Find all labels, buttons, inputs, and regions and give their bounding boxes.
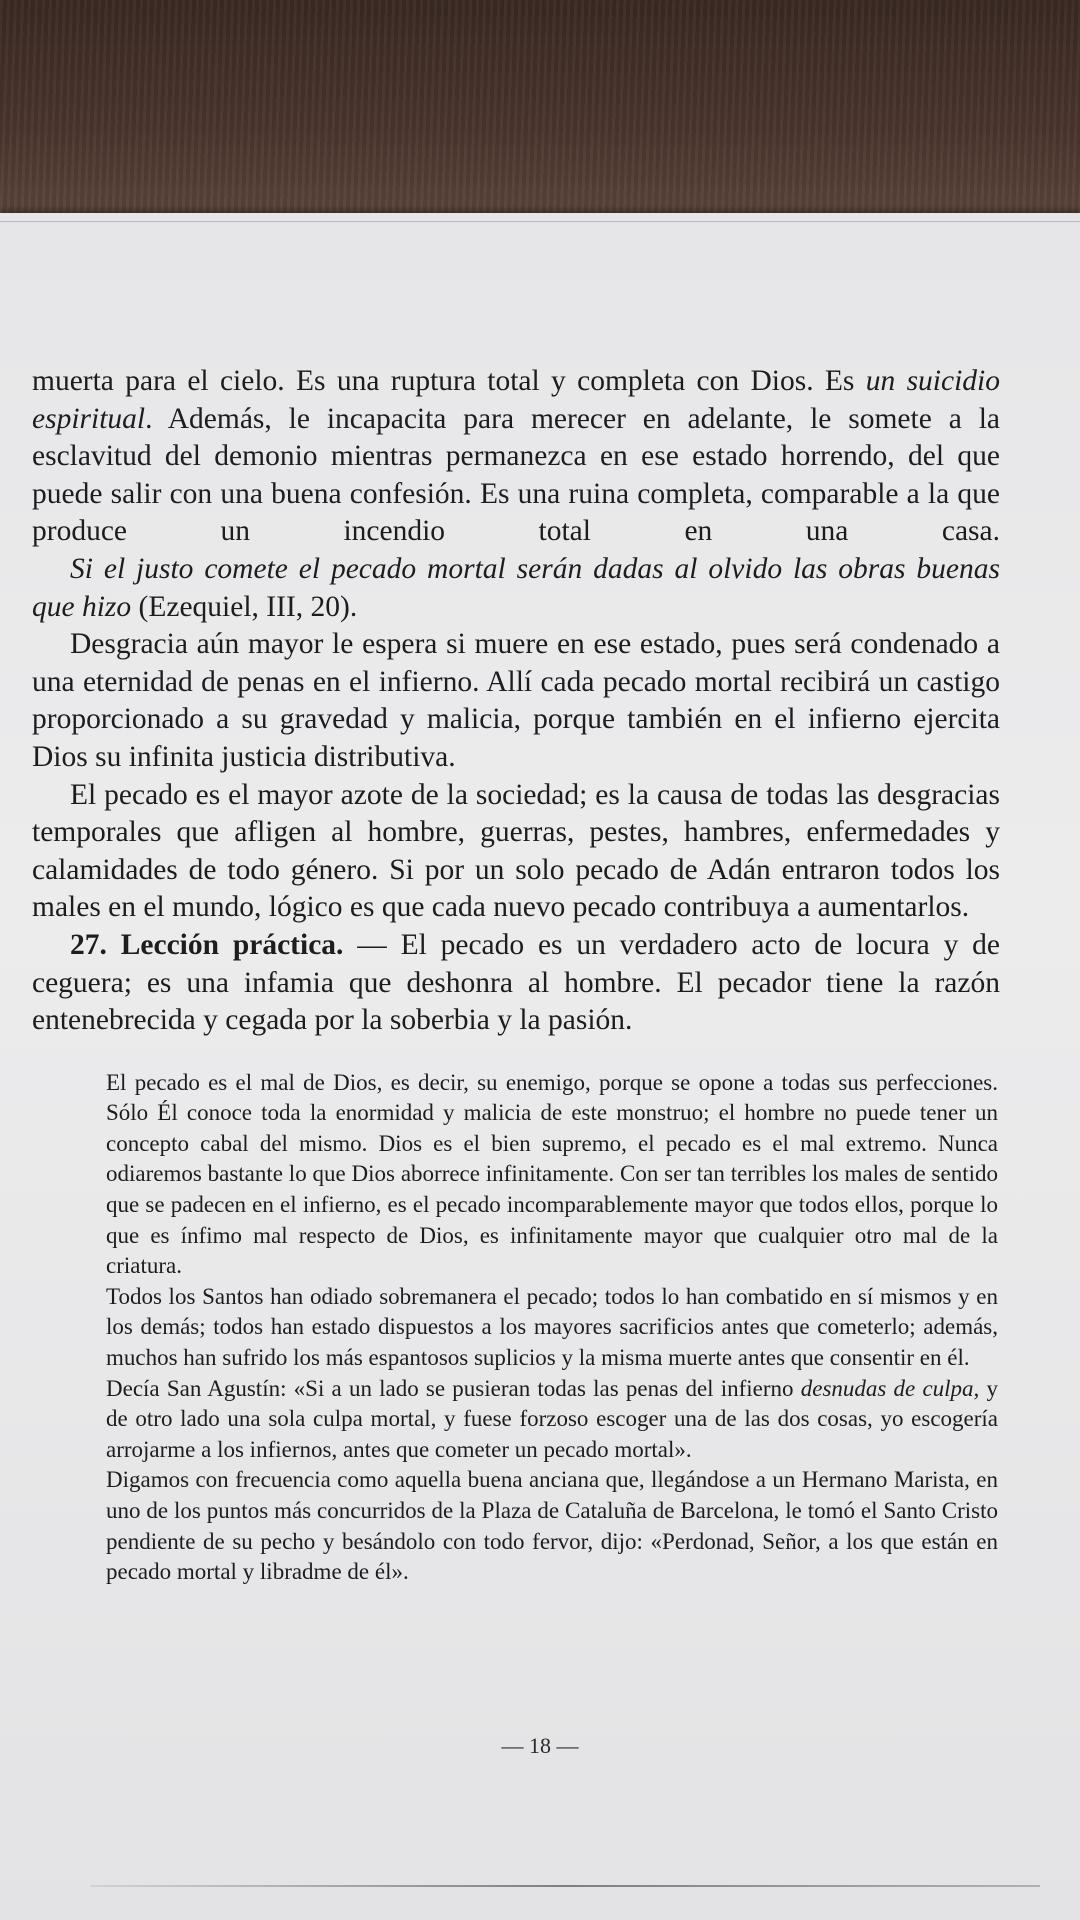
small-paragraph-2: Todos los Santos han odiado sobremanera el pecado; todos lo han combatido en sí mismos y en los demás; todos han estado dispuestos a los mayores sacrificios antes que cometerlo; además, muchos han sufrido los más espantosos suplicios y la misma muerte antes que consentir en él. xyxy=(106,1283,998,1371)
section-title: Lección práctica. xyxy=(120,928,344,961)
s3-italic: desnudas de culpa, xyxy=(800,1375,980,1401)
s3-text-a: Decía San Agustín: «Si a un lado se pusieran todas las penas del infierno xyxy=(106,1375,801,1401)
paragraph-4: El pecado es el mayor azote de la sociedad; es la causa de todas las desgracias temporales que afligen al hombre, guerras, pestes, hambres, enfermedades y calamidades de todo género. Si por un solo pecado de Adán entraron todos los males en el mundo, lógico es que cada nuevo pecado contribuya a aumentarlos. xyxy=(32,778,1000,924)
main-text xyxy=(32,363,1000,1040)
book-page xyxy=(0,213,1080,1920)
section-text: — El pecado es un verdadero acto de locura y de ceguera; es una infamia que deshonra al hombre. El pecador tiene la razón entenebrecida y cegada por la soberbia y la pasión. xyxy=(32,928,1000,1037)
page-number: — 18 — xyxy=(501,1733,579,1758)
p1-italic: un suicidio espiritual xyxy=(32,365,1000,435)
page-edge xyxy=(0,221,1080,222)
scripture-reference: (Ezequiel, III, 20). xyxy=(131,590,358,623)
section-number: 27. xyxy=(70,928,107,961)
paragraph-2-quote xyxy=(32,551,1000,626)
paragraph-1 xyxy=(32,363,1000,551)
p1-text-a: muerta para el cielo. Es una ruptura total y completa con Dios. Es xyxy=(32,365,866,397)
page-bottom-edge xyxy=(90,1885,1040,1887)
section-27 xyxy=(32,927,1000,1040)
small-print-block xyxy=(106,1068,998,1588)
small-paragraph-3 xyxy=(106,1374,998,1466)
small-paragraph-4: Digamos con frecuencia como aquella buena anciana que, llegándose a un Hermano Marista, en uno de los puntos más concurridos de la Plaza de Cataluña de Barcelona, le tomó el Santo Cristo pendiente de su pecho y besándolo con todo fervor, dijo: «Perdonad, Señor, a los que están en pecado mortal y libradme de él». xyxy=(106,1467,998,1585)
paragraph-3: Desgracia aún mayor le espera si muere en ese estado, pues será condenado a una eternidad de penas en el infierno. Allí cada pecado mortal recibirá un castigo proporcionado a su gravedad y malicia, porque también en el infierno ejercita Dios su infinita justicia distributiva. xyxy=(32,628,1000,773)
p1-text-b: . Además, le incapacita para merecer en adelante, le somete a la esclavitud del demonio mientras permanezca en ese estado horrendo, del que puede salir con una buena confesión. Es una ruina completa, comparable a la que produce un incendio total en una casa. xyxy=(32,402,1000,548)
page-content xyxy=(32,363,1000,1588)
s3-text-b: y de otro lado una sola culpa mortal, y fuese forzoso escoger una de las dos cosas, yo escogería arrojarme a los infiernos, antes que cometer un pecado mortal». xyxy=(106,1375,999,1462)
small-paragraph-1: El pecado es el mal de Dios, es decir, su enemigo, porque se opone a todas sus perfecciones. Sólo Él conoce toda la enormidad y malicia de este monstruo; el hombre no puede tener un concepto cabal del mismo. Dios es el bien supremo, el pecado es el mal extremo. Nunca odiaremos bastante lo que Dios aborrece infinitamente. Con ser tan terribles los males de sentido que se padecen en el infierno, es el pecado incomparablemente mayor que todos ellos, porque lo que es ínfimo mal respecto de Dios, es infinitamente mayor que cualquier otro mal de la criatura. xyxy=(106,1069,998,1279)
scripture-quote: Si el justo comete el pecado mortal serán dadas al olvido las obras buenas que hizo xyxy=(32,552,1000,623)
wooden-table-background xyxy=(0,0,1080,215)
